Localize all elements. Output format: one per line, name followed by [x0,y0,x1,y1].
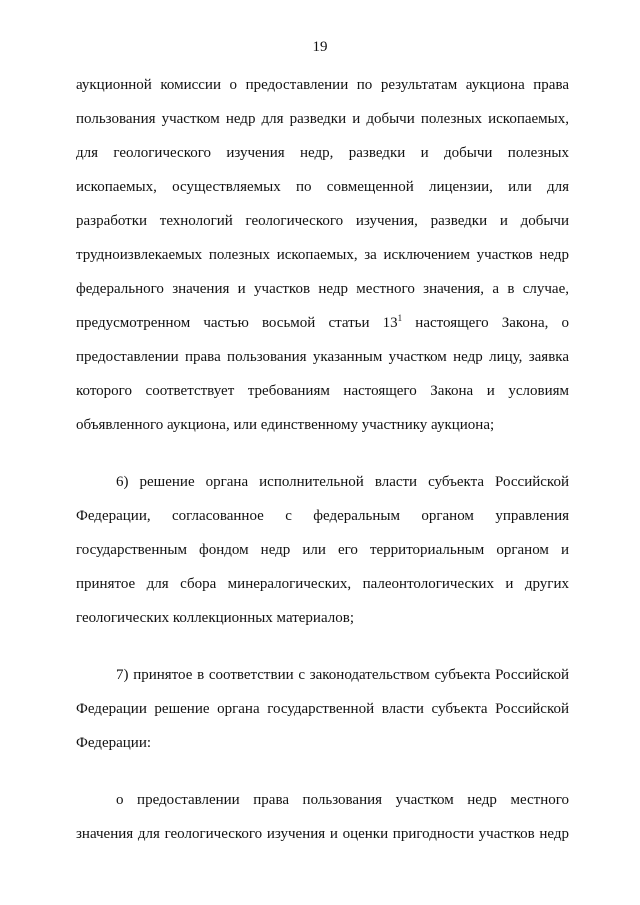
paragraph-gap [76,449,569,472]
text-line: федерального значения и участков недр местного значения, а в случае, [76,281,569,297]
page-number: 19 [312,39,328,55]
line-text-before: предусмотренном частью восьмой статьи 13 [76,315,398,331]
text-line: Федерации решение органа государственной власти субъекта Российской [76,701,569,717]
text-line: пользования участком недр для разведки и добычи полезных ископаемых, [76,111,569,127]
text-line: 7) принятое в соответствии с законодательством субъекта Российской [116,667,569,683]
text-line-with-superscript [76,313,569,347]
text-line: для геологического изучения недр, разведки и добычи полезных [76,145,569,161]
text-line: Федерации, согласованное с федеральным органом управления [76,508,569,524]
text-line: объявленного аукциона, или единственному участнику аукциона; [76,417,495,433]
text-line: Федерации: [76,735,152,751]
text-line: ископаемых, осуществляемых по совмещенной лицензии, или для [76,179,569,195]
body-text [76,75,569,858]
superscript-article-index: 1 [397,313,403,323]
text-line: значения для геологического изучения и оценки пригодности участков недр [76,826,569,842]
paragraph-gap [76,642,569,665]
paragraph-gap [76,767,569,790]
text-line: разработки технологий геологического изучения, разведки и добычи [76,213,569,229]
text-line: о предоставлении права пользования участком недр местного [116,792,569,808]
text-line: предоставлении права пользования указанным участком недр лицу, заявка [76,349,569,365]
text-line: государственным фондом недр или его территориальным органом и [76,542,569,558]
text-line: аукционной комиссии о предоставлении по результатам аукциона права [76,77,569,93]
text-line: трудноизвлекаемых полезных ископаемых, за исключением участков недр [76,247,569,263]
line-text-after: настоящего Закона, о [402,315,569,331]
text-line: 6) решение органа исполнительной власти субъекта Российской [116,474,569,490]
text-line: геологических коллекционных материалов; [76,610,354,626]
text-line: которого соответствует требованиям настоящего Закона и условиям [76,383,569,399]
text-line: принятое для сбора минералогических, палеонтологических и других [76,576,569,592]
